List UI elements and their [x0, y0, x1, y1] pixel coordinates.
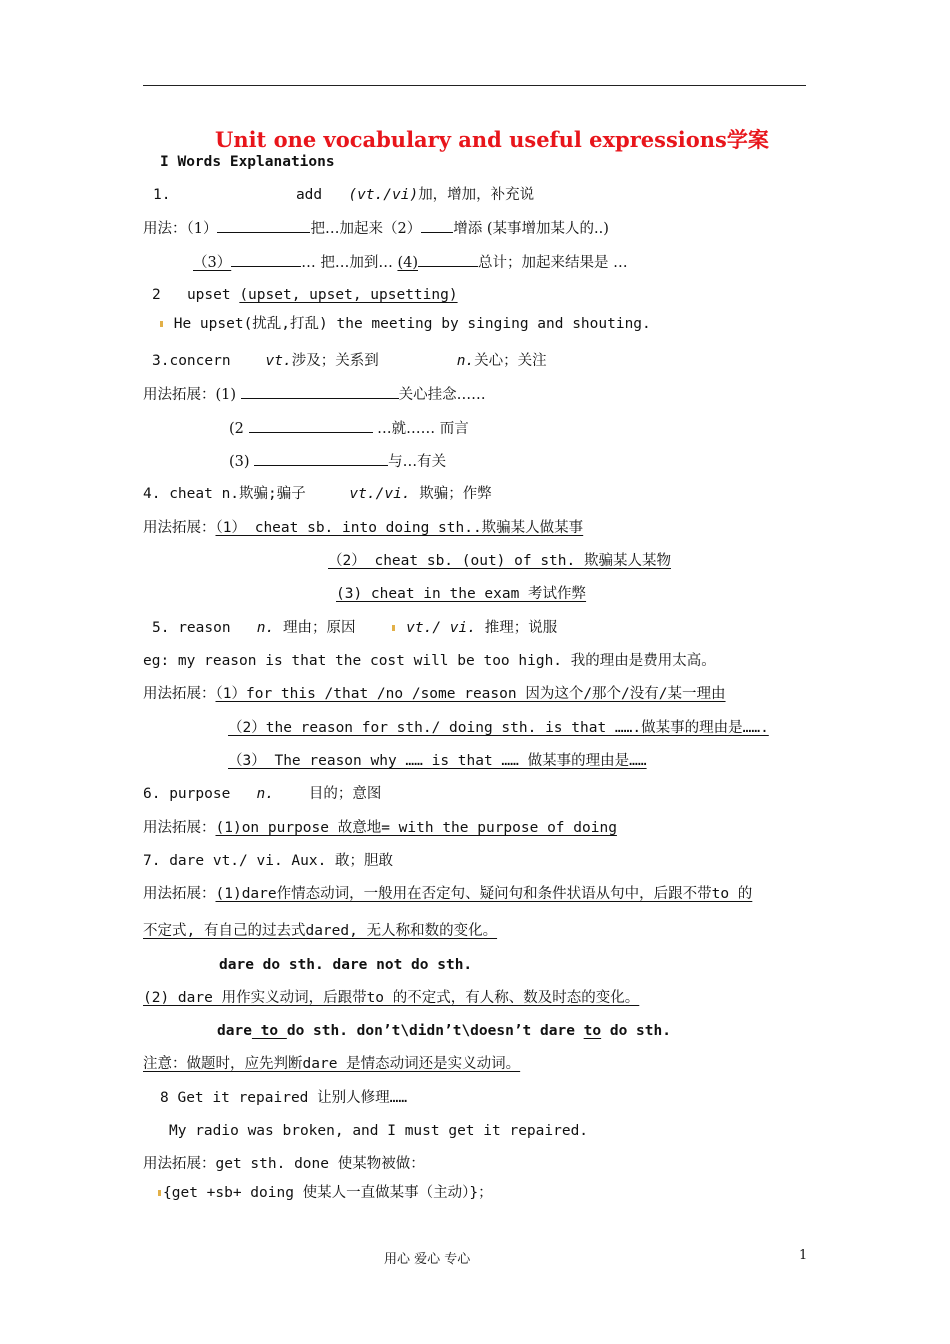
usage-item: （3） The reason why …… is that …… 做某事的理由是……	[228, 753, 647, 769]
usage-label: 用法拓展：	[143, 1156, 216, 1172]
word-4-usage-1	[143, 518, 583, 538]
word-7-note	[143, 1054, 520, 1074]
usage-item: 总计；加起来结果是 …	[478, 255, 628, 271]
word-3-usage-2	[229, 418, 469, 439]
example-part: dare	[217, 1023, 252, 1039]
example-sentence: He upset(扰乱,打乱) the meeting by singing and shouting.	[173, 316, 651, 332]
bullet-mark	[160, 321, 163, 327]
word-3-usage-3	[229, 451, 446, 472]
word-2-headword: upset	[186, 287, 231, 303]
usage-item: … 把…加到…	[301, 255, 398, 271]
usage-label: 用法拓展：(1)	[143, 387, 237, 403]
word-4-pos: vt./vi.	[349, 486, 411, 502]
usage-item: 不定式, 有自己的过去式dared, 无人称和数的变化。	[143, 923, 498, 939]
fill-blank[interactable]	[254, 451, 388, 466]
word-6-headword: 6. purpose	[143, 786, 231, 802]
word-7-usage-1	[143, 884, 752, 904]
fill-blank[interactable]	[231, 252, 301, 267]
word-1-usage-2	[193, 252, 628, 273]
word-7-example-2	[217, 1021, 671, 1041]
usage-item: (1)dare作情态动词，一般用在否定句、疑问句和条件状语从句中，后跟不带to 的	[215, 886, 753, 902]
usage-item: (2	[229, 421, 244, 437]
word-5-usage-3	[228, 751, 647, 771]
word-6	[143, 784, 381, 804]
usage-item: get sth. done 使某物被做：	[215, 1156, 425, 1172]
word-4-usage-2	[328, 551, 671, 571]
usage-item: （1） cheat sb. into doing sth..欺骗某人做某事	[215, 520, 584, 536]
word-2-number: 2	[152, 287, 161, 303]
word-3	[152, 351, 547, 371]
page-footer: 用心 爱心 专心	[384, 1252, 471, 1267]
page-number: 1	[799, 1248, 808, 1263]
word-3-meaning: 涉及；关系到	[291, 353, 379, 369]
fill-blank[interactable]	[217, 218, 310, 233]
word-5-usage-1	[143, 684, 726, 704]
word-1-usage-1	[143, 218, 609, 239]
word-5-usage-2	[228, 718, 769, 738]
word-5-meaning: 推理；说服	[484, 620, 558, 636]
usage-item: 把…加起来（2）	[310, 221, 422, 237]
word-3-usage-1	[143, 384, 486, 405]
word-7-example-1: dare do sth. dare not do sth.	[219, 957, 473, 973]
word-5-pos: n.	[256, 620, 275, 636]
word-6-meaning: 目的；意图	[308, 786, 382, 802]
word-2	[152, 285, 458, 305]
fill-blank[interactable]	[421, 218, 453, 233]
usage-label: 用法拓展：	[143, 686, 216, 702]
word-8-example: My radio was broken, and I must get it repaired.	[169, 1123, 589, 1139]
note-text: 注意：做题时，应先判断dare 是情态动词还是实义动词。	[143, 1056, 521, 1072]
word-8-usage-1	[143, 1154, 425, 1174]
usage-item: （1）	[186, 221, 218, 237]
section-heading: I Words Explanations	[160, 154, 335, 170]
word-3-pos: n.	[456, 353, 475, 369]
usage-item: （3）	[193, 255, 232, 271]
word-7-usage-3	[143, 988, 639, 1008]
word-3-headword: 3.concern	[152, 353, 231, 369]
usage-item: {get +sb+ doing 使某人一直做某事（主动）}；	[163, 1185, 493, 1201]
usage-item: (3)	[229, 454, 250, 470]
usage-item: (3) cheat in the exam 考试作弊	[336, 586, 587, 602]
word-4-meaning: 欺骗；作弊	[419, 486, 492, 502]
usage-item: (4)	[397, 255, 418, 271]
fill-blank[interactable]	[241, 384, 399, 399]
usage-item: （1）for this /that /no /some reason 因为这个/那个/没有/某一理由	[215, 686, 726, 702]
word-8-usage-2	[156, 1183, 493, 1203]
usage-item: （2） cheat sb. (out) of sth. 欺骗某人某物	[328, 553, 671, 569]
word-2-forms: (upset, upset, upsetting)	[239, 287, 458, 303]
usage-label: 用法拓展：	[143, 886, 216, 902]
example-part: do sth. don’t\didn’t\doesn’t dare	[286, 1023, 584, 1039]
usage-item: 与…有关	[388, 454, 447, 470]
word-5-pos: vt./ vi.	[406, 620, 476, 636]
usage-label: 用法拓展：	[143, 820, 216, 836]
word-5-headword: 5. reason	[152, 620, 231, 636]
word-5	[152, 618, 557, 638]
usage-item: 关心挂念……	[398, 387, 486, 403]
example-part: to	[251, 1023, 287, 1039]
word-5-meaning: 理由；原因	[282, 620, 356, 636]
word-1-meaning: 加，增加，补充说	[418, 187, 535, 203]
header-rule	[143, 85, 806, 86]
usage-item: (1)on purpose 故意地= with the purpose of doing	[215, 820, 617, 836]
word-1-number: 1.	[153, 187, 171, 203]
word-2-example	[158, 314, 651, 334]
word-1-headword: add	[295, 187, 323, 203]
example-part: to	[583, 1023, 602, 1039]
word-4	[143, 484, 492, 504]
bullet-mark	[392, 625, 395, 631]
document-title: Unit one vocabulary and useful expressions学案	[215, 127, 769, 152]
word-3-pos: vt.	[265, 353, 292, 369]
bullet-mark	[158, 1190, 161, 1196]
usage-label: 用法拓展：	[143, 520, 216, 536]
word-1	[153, 185, 534, 205]
word-5-example: eg: my reason is that the cost will be too high. 我的理由是费用太高。	[143, 653, 716, 669]
example-part: do sth.	[601, 1023, 671, 1039]
usage-label: 用法：	[143, 221, 187, 237]
usage-item: (2) dare 用作实义动词，后跟带to 的不定式，有人称、数及时态的变化。	[143, 990, 640, 1006]
word-7: 7. dare vt./ vi. Aux. 敢；胆敢	[143, 853, 394, 869]
word-8: 8 Get it repaired 让别人修理……	[160, 1090, 408, 1106]
word-6-usage-1	[143, 818, 617, 838]
word-7-usage-2	[143, 921, 497, 941]
word-4-usage-3	[336, 584, 586, 604]
usage-item: …就…… 而言	[372, 421, 469, 437]
word-4-headword: 4. cheat n.欺骗;骗子	[143, 486, 306, 502]
word-6-pos: n.	[256, 786, 274, 802]
usage-item: 增添 (某事增加某人的..)	[453, 221, 609, 237]
usage-item: （2）the reason for sth./ doing sth. is that …….做某事的理由是…….	[228, 720, 769, 736]
word-3-meaning: 关心；关注	[474, 353, 547, 369]
fill-blank[interactable]	[418, 252, 478, 267]
fill-blank[interactable]	[249, 418, 373, 433]
word-1-pos: (vt./vi)	[348, 187, 419, 203]
